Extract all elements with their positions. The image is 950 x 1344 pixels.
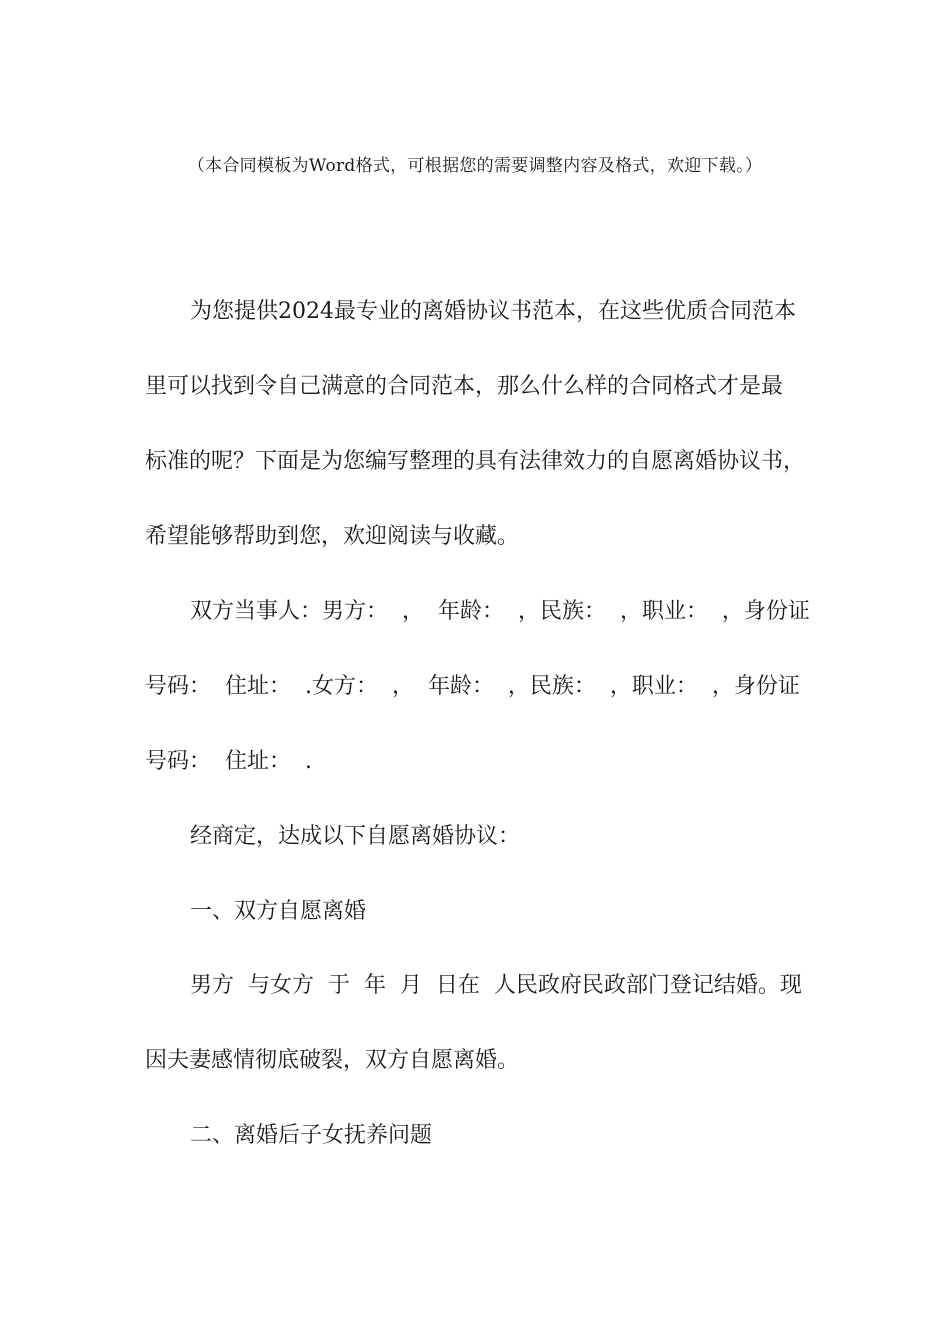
intro-line-1: 为您提供2024最专业的离婚协议书范本，在这些优质合同范本 xyxy=(190,299,796,324)
parties-line-1: 双方当事人：男方： ， 年龄： ，民族： ，职业： ，身份证 xyxy=(190,599,810,624)
template-note: （本合同模板为Word格式，可根据您的需要调整内容及格式，欢迎下载。） xyxy=(187,156,763,176)
intro-line-2: 里可以找到令自己满意的合同范本，那么什么样的合同格式才是最 xyxy=(145,374,784,399)
section-2-heading: 二、离婚后子女抚养问题 xyxy=(190,1123,433,1148)
parties-line-3: 号码： 住址： . xyxy=(145,749,312,774)
parties-line-2: 号码： 住址： .女方： ， 年龄： ，民族： ，职业： ，身份证 xyxy=(145,674,800,699)
section-1-line-1: 男方 与女方 于 年 月 日在 人民政府民政部门登记结婚。现 xyxy=(190,973,802,998)
intro-line-4: 希望能够帮助到您，欢迎阅读与收藏。 xyxy=(145,524,520,549)
section-1-line-2: 因夫妻感情彻底破裂，双方自愿离婚。 xyxy=(145,1048,520,1073)
section-1-heading: 一、双方自愿离婚 xyxy=(190,899,367,924)
agreement-intro: 经商定，达成以下自愿离婚协议： xyxy=(190,824,521,849)
intro-line-3: 标准的呢？下面是为您编写整理的具有法律效力的自愿离婚协议书， xyxy=(145,449,806,474)
